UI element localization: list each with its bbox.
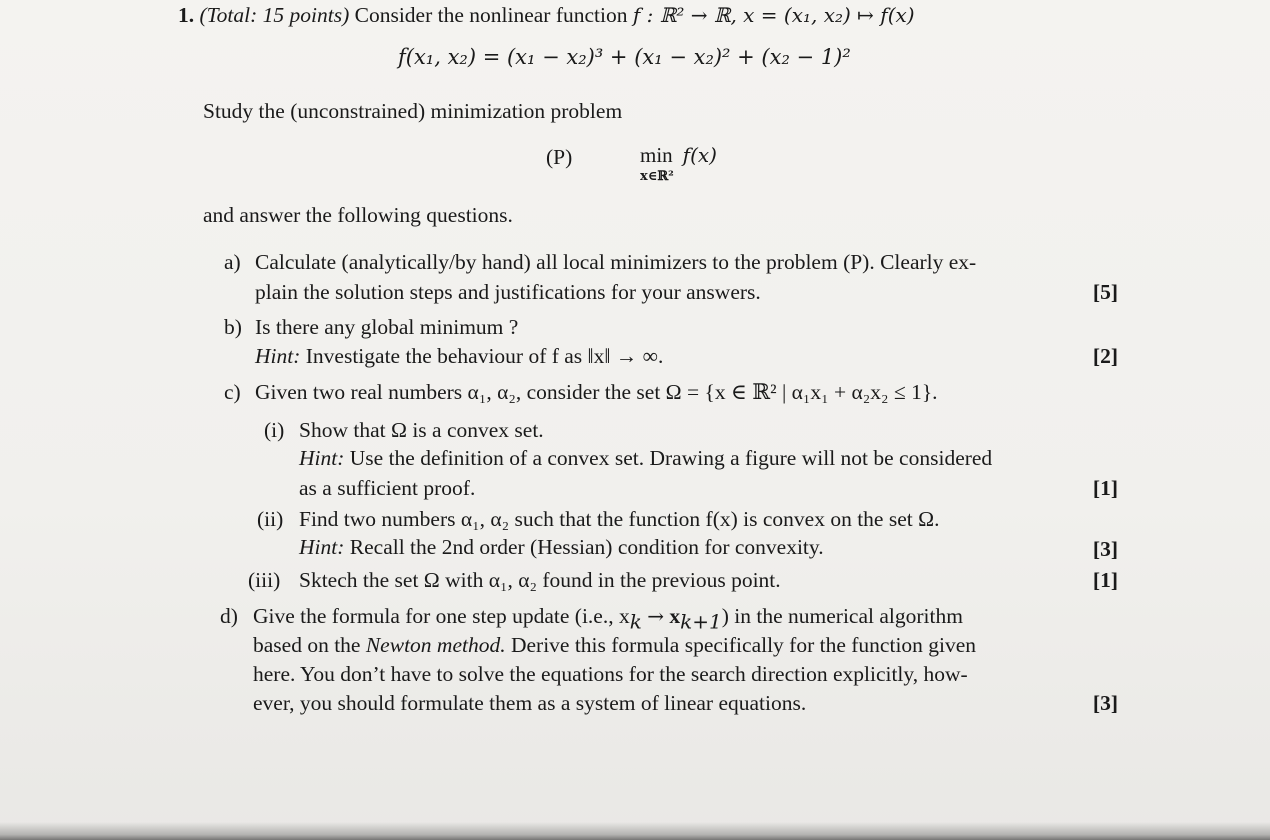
page-bottom-shadow [0,822,1270,840]
question-c-ii-line1 [257,507,939,532]
problem-label-p: (P) [546,145,573,169]
min-objective: f(x) [682,143,717,167]
problem-total: (Total: 15 points) [199,3,350,27]
question-d-line3: here. You don’t have to solve the equations for the search direction explicitly, how- [253,662,968,686]
answer-text: and answer the following questions. [203,203,513,227]
question-d-line1: d) Give the formula for one step update (i.e., $x_k \to x_{k+1}$) in the numerical algorithm [220,604,963,634]
question-d-text2c: Derive this formula specifically for the function given [510,633,977,657]
question-c-ii-label: (ii) [257,507,284,531]
question-b-points: [2] [1092,344,1118,368]
question-a-points: [5] [1092,280,1118,304]
question-d-text2a: based on the [253,633,361,657]
question-c-i-hint-label: Hint: [299,446,345,470]
question-c-line1 [224,380,938,405]
question-c-i-hint-text: Use the definition of a convex set. Drawing a figure will not be considered [349,446,993,470]
min-subscript: x∈ℝ² [640,169,674,184]
question-c-i-label: (i) [264,418,285,442]
question-b-label: b) [224,315,242,339]
question-c-ii-hint-text: Recall the 2nd order (Hessian) condition for convexity. [349,535,824,559]
question-c-i-hint [299,446,992,471]
min-word: min [640,143,673,167]
question-b-text1: Is there any global minimum ? [255,315,519,339]
study-text: Study the (unconstrained) minimization problem [203,99,623,123]
question-d-points: [3] [1092,691,1118,715]
question-b-hint-label: Hint: [255,344,301,368]
question-d-text1b: in the numerical algorithm [734,604,963,628]
question-c-text1: Given two real numbers α₁, α₂, consider the set Ω = {x ∈ ℝ² | α₁x₁ + α₂x₂ ≤ 1}. [255,380,938,404]
question-c-i-points: [1] [1092,476,1118,500]
question-c-iii-line1 [248,568,781,593]
question-a-line2: plain the solution steps and justifications for your answers. [255,280,761,304]
question-c-ii-hint-label: Hint: [299,535,345,559]
question-c-i-line3: as a sufficient proof. [299,476,476,500]
question-c-label: c) [224,380,241,404]
question-a-line1 [224,250,976,275]
problem-number: 1. [178,3,195,27]
question-d-text2b: Newton method. [365,633,506,657]
question-c-ii-points: [3] [1092,537,1118,561]
question-b-hint-text: Investigate the behaviour of f as ‖x‖ → ∞. [305,344,664,368]
question-d-line2 [253,633,976,658]
question-c-ii-text1: Find two numbers α₁, α₂ such that the function f(x) is convex on the set Ω. [299,507,940,531]
question-c-i-line1 [264,418,544,443]
function-mapping: f : ℝ² → ℝ, x = (x₁, x₂) ↦ f(x) [632,3,915,27]
question-c-iii-label: (iii) [248,568,281,592]
question-c-iii-text1: Sktech the set Ω with α₁, α₂ found in the previous point. [299,568,781,592]
function-definition: f(x₁, x₂) = (x₁ − x₂)³ + (x₁ − x₂)² + (x₂ − 1)² [398,45,851,69]
question-c-i-text1: Show that Ω is a convex set. [299,418,544,442]
question-c-ii-hint [299,535,824,560]
question-d-text1a: Give the formula for one step update (i.e., x [253,604,630,628]
question-a-label: a) [224,250,241,274]
question-c-iii-points: [1] [1092,568,1118,592]
problem-intro: Consider the nonlinear function [354,3,628,27]
problem-header [178,3,915,28]
question-b-hint [255,344,663,369]
question-d-label: d) [220,604,238,628]
question-d-line4: ever, you should formulate them as a system of linear equations. [253,691,807,715]
question-a-text1: Calculate (analytically/by hand) all local minimizers to the problem (P). Clearly ex- [255,250,977,274]
question-b-line1 [224,315,518,340]
min-expression [640,143,717,184]
